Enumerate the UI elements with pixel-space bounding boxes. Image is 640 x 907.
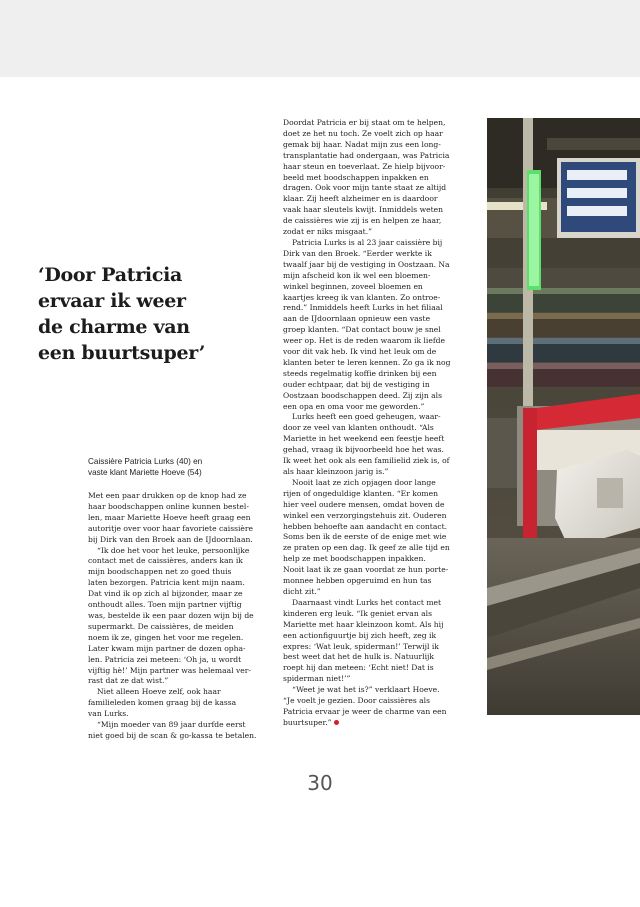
article-line: kaartjes kreeg ik van klanten. Zo ontroe- [283,292,441,302]
pull-quote [38,262,238,366]
article-line: beeld met boodschappen inpakken en [283,172,429,182]
article-line: autoritje over voor haar favoriete caissière [88,523,254,533]
article-line: roept hij dan meteen: ‘Echt niet! Dat is [283,663,434,673]
article-line: winkel beginnen, zoveel bloemen en [283,281,423,291]
article-line: Mariette in het weekend een feestje heeft [283,434,445,444]
article-line: expres: ‘Wat leuk, spiderman!’ Terwijl ik [283,641,439,651]
article-line: monnee hebben opgeruimd en hun tas [283,576,432,586]
article-line: aan de IJdoornlaan opnieuw een vaste [283,314,431,324]
article-line: dicht zit.” [283,586,321,596]
article-line: Lurks heeft een goed geheugen, waar- [292,412,441,422]
article-line: spiderman niet!’” [283,674,351,684]
article-line: als haar kleinzoon jarig is.” [283,467,389,476]
article-line: door ze veel van klanten onthoudt. “Als [283,423,434,433]
article-line: Oostzaan boodschappen deed. Zij zijn als [283,390,443,400]
article-line: mijn afscheid kon ik wel een bloemen- [283,270,431,280]
article-line: hier veel oudere mensen, omdat boven de [283,499,445,509]
article-line: Dat vind ik op zich al bijzonder, maar ze [88,589,243,599]
article-line: hebben behoefte aan aandacht en contact. [283,521,448,531]
article-line: Met een paar drukken op de knop had ze [88,491,247,500]
article-line: rend.” Inmiddels heeft Lurks in het filiaal [283,303,443,313]
article-line: vijftig hè!’ Mijn partner was helemaal ver- [88,665,251,675]
article-line: Niet alleen Hoeve zelf, ook haar [97,687,221,697]
article-line: laten bezorgen. Patricia kent mijn naam. [88,578,245,588]
article-line: een opa en oma voor me geworden.” [283,401,425,411]
article-line: haar boodschappen online kunnen bestel- [88,501,249,511]
pull-quote-line: de charme van [38,316,190,338]
article-column-left [88,491,266,742]
article-column-middle [283,118,463,729]
article-line: len, maar Mariette Hoeve heeft graag een [88,512,251,522]
article-line: familieleden komen graag bij de kassa [88,698,237,708]
article-line: klanten beter te leren kennen. Zo ga ik nog [283,357,451,367]
article-line: was, bestelde ik een paar dozen wijn bij de [88,610,254,620]
article-line: Nooit laat ik ze gaan voordat ze hun porte- [283,565,449,575]
article-line: twaalf jaar bij de vestiging in Oostzaan. Na [283,259,450,269]
article-line: Nooit laat ze zich opjagen door lange [292,477,436,487]
pull-quote-line: ervaar ik weer [38,290,186,312]
article-line: gehad, vraag ik bijvoorbeeld hoe het was. [283,445,444,455]
article-line: niet goed bij de scan & go-kassa te betalen. [88,730,257,740]
article-line: Soms ben ik de eerste of de enige met wie [283,532,447,542]
pull-quote-line: ‘Door Patricia [38,264,183,286]
article-line: Dirk van den Broek. “Eerder werkte ik [283,248,432,258]
article-line: mijn boodschappen net zo goed thuis [88,567,232,577]
article-line: steeds regelmatig koffie drinken bij een [283,368,437,378]
article-line: best weet dat het de hulk is. Natuurlijk [283,652,434,662]
end-mark-icon [334,720,339,725]
article-line: zodat er niks misgaat.” [283,227,372,237]
article-line: ouder echtpaar, dat bij de vestiging in [283,379,430,389]
article-line: onthoudt alles. Toen mijn partner vijftig [88,600,242,610]
article-line: Doordat Patricia er bij staat om te helpen, [283,118,446,127]
caption-line: Caissière Patricia Lurks (40) en [88,457,203,466]
article-line: rijen of ongeduldige klanten. “Er komen [283,488,439,498]
article-line: “Mijn moeder van 89 jaar durfde eerst [97,720,246,730]
article-line [283,718,463,729]
article-line: doet ze het nu toch. Ze voelt zich op haar [283,128,443,138]
article-line: help ze met boodschappen inpakken. [283,554,426,564]
article-line: haar steun en toeverlaat. Ze hielp bijvoor- [283,161,446,171]
article-line: transplantatie had ondergaan, was Patricia [283,150,450,160]
article-line: ze praten op een dag. Ik geef ze alle tijd en [283,543,450,553]
photo-caption [88,456,268,478]
article-line: Later kwam mijn partner de dozen opha- [88,643,246,653]
article-line: “Je voelt je gezien. Door caissières als [283,696,431,706]
article-line: klaar. Zij heeft alzheimer en is daardoor [283,194,438,204]
article-line: kinderen erg leuk. “Ik geniet ervan als [283,608,432,618]
article-line: Ik weet het ook als een familielid ziek is, of [283,456,450,466]
article-line: contact met de caissières, anders kan ik [88,556,243,566]
article-line: “Weet je wat het is?” verklaart Hoeve. [292,685,440,695]
caption-line: vaste klant Mariette Hoeve (54) [88,468,202,477]
supermarket-photo [487,118,640,715]
article-line: Mariette met haar kleinzoon komt. Als hij [283,619,444,629]
article-line: dragen. Ook voor mijn tante staat ze altijd [283,183,447,193]
pull-quote-line: een buurtsuper’ [38,342,206,364]
article-line: len. Patricia zei meteen: ‘Oh ja, u wordt [88,654,242,664]
article-line: Daarnaast vindt Lurks het contact met [292,597,442,607]
article-line: Patricia Lurks is al 23 jaar caissière bij [292,237,443,247]
article-line: Patricia ervaar je weer de charme van een [283,706,447,716]
article-line-text: buurtsuper.” [283,717,332,727]
article-line: een actionfiguurtje bij zich heeft, zeg ik [283,630,437,640]
top-bar [0,0,640,77]
article-line: “Ik doe het voor het leuke, persoonlijke [97,545,250,555]
article-line: gemak bij haar. Nadat mijn zus een long- [283,139,441,149]
article-line: winkel een verzorgingstehuis zit. Ouderen [283,510,447,520]
article-line: bij Dirk van den Broek aan de IJdoornlaan. [88,534,253,544]
article-line: voor dit vak heb. Ik vind het leuk om de [283,347,437,357]
article-line: de caissières wie zij is en helpen ze haar, [283,216,442,226]
article-line: weer op. Het is de reden waarom ik liefde [283,336,445,346]
article-line: vaak haar sleutels kwijt. Inmiddels weten [283,205,444,215]
page-number: 30 [307,771,333,795]
supermarket-photo-image [487,118,640,715]
article-line: supermarkt. De caissières, de meiden [88,621,234,631]
article-line: van Lurks. [88,709,129,719]
article-line: noem ik ze, gingen het voor me regelen. [88,632,244,642]
article-line: rast dat ze dat wist.” [88,676,169,686]
article-line: groep klanten. “Dat contact bouw je snel [283,325,441,335]
